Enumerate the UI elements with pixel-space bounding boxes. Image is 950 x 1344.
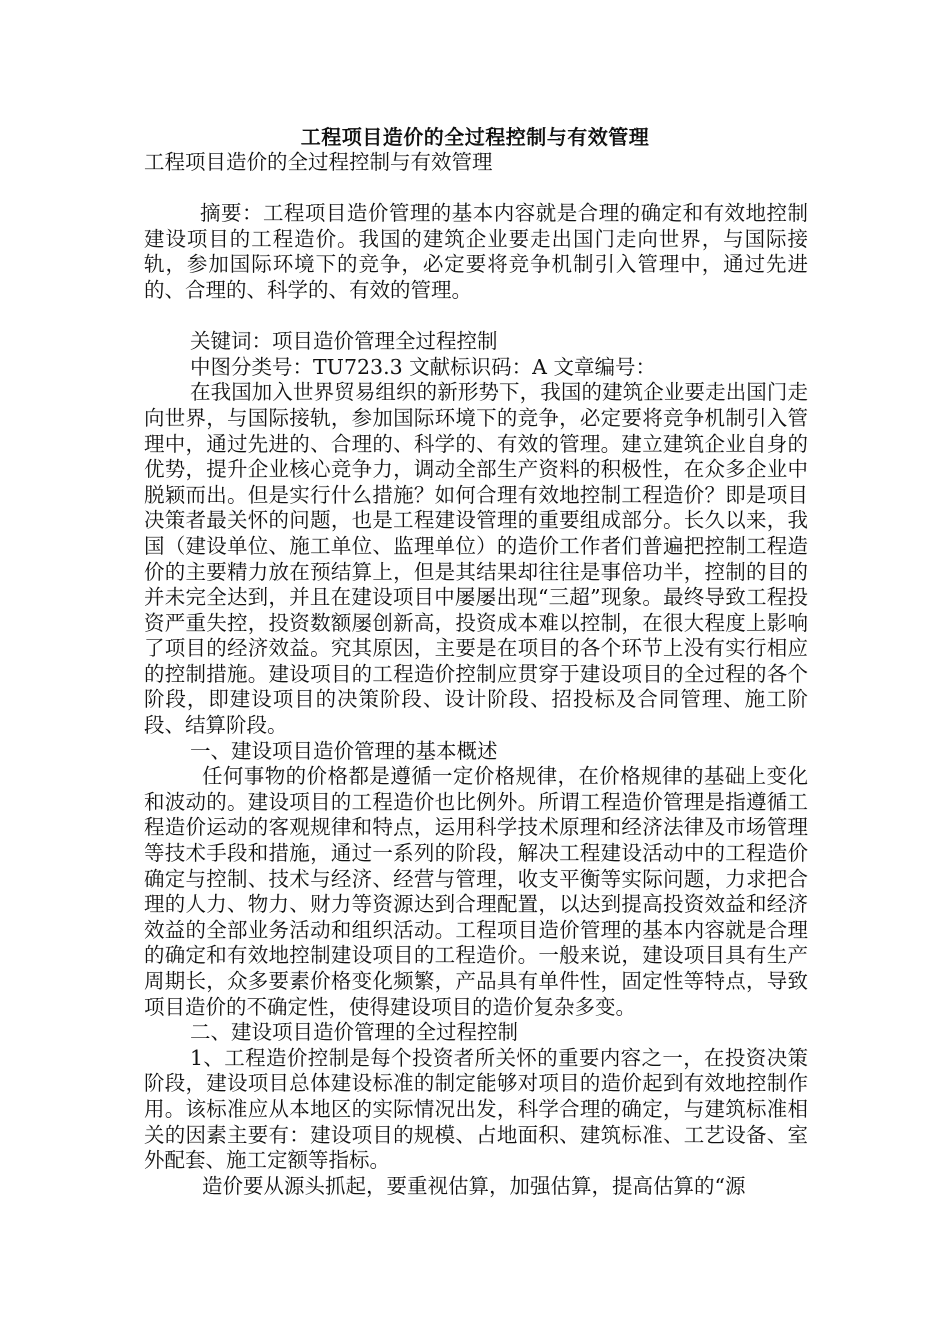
blank-line <box>144 176 808 202</box>
document-body <box>144 150 808 1199</box>
section1-paragraph: 任何事物的价格都是遵循一定价格规律，在价格规律的基础上变化和波动的。建设项目的工程造价也比例外。所谓工程造价管理是指遵循工程造价运动的客观规律和特点，运用科学技术原理和经济法律及市场管理等技术手段和措施，通过一系列的阶段，解决工程建设活动中的工程造价确定与控制、技术与经济、经营与管理，收支平衡等实际问题，力求把合理的人力、物力、财力等资源达到合理配置，以达到提高投资效益和经济效益的全部业务活动和组织活动。工程项目造价管理的基本内容就是合理的确定和有效地控制建设项目的工程造价。一般来说，建设项目具有生产周期长，众多要素价格变化频繁，产品具有单件性，固定性等特点，导致项目造价的不确定性，使得建设项目的造价复杂多变。 <box>144 764 808 1019</box>
intro-paragraph: 在我国加入世界贸易组织的新形势下，我国的建筑企业要走出国门走向世界，与国际接轨，参加国际环境下的竞争，必定要将竞争机制引入管理中，通过先进的、合理的、科学的、有效的管理。建立建筑企业自身的优势，提升企业核心竞争力，调动全部生产资料的积极性，在众多企业中脱颖而出。但是实行什么措施？如何合理有效地控制工程造价？即是项目决策者最关怀的问题，也是工程建设管理的重要组成部分。长久以来，我国（建设单位、施工单位、监理单位）的造价工作者们普遍把控制工程造价的主要精力放在预结算上，但是其结果却往往是事倍功半，控制的目的并未完全达到，并且在建设项目中屡屡出现“三超”现象。最终导致工程投资严重失控，投资数额屡创新高，投资成本难以控制，在很大程度上影响了项目的经济效益。究其原因，主要是在项目的各个环节上没有实行相应的控制措施。建设项目的工程造价控制应贯穿于建设项目的全过程的各个阶段，即建设项目的决策阶段、设计阶段、招投标及合同管理、施工阶段、结算阶段。 <box>144 380 808 738</box>
blank-line <box>144 304 808 330</box>
section2-heading: 二、建设项目造价管理的全过程控制 <box>190 1020 518 1045</box>
keywords-line: 关键词：项目造价管理全过程控制 <box>190 329 498 354</box>
section2-tail-paragraph: 造价要从源头抓起，要重视估算，加强估算，提高估算的“源 <box>202 1173 746 1198</box>
document-subtitle: 工程项目造价的全过程控制与有效管理 <box>144 150 493 174</box>
document-title: 工程项目造价的全过程控制与有效管理 <box>300 125 650 149</box>
abstract-paragraph: 摘要：工程项目造价管理的基本内容就是合理的确定和有效地控制建设项目的工程造价。我国的建筑企业要走出国门走向世界，与国际接轨，参加国际环境下的竞争，必定要将竞争机制引入管理中，通过先进的、合理的、科学的、有效的管理。 <box>144 201 808 302</box>
classification-line: 中图分类号：TU723.3 文献标识码：A 文章编号： <box>190 354 656 379</box>
section2-item1-paragraph: 1、工程造价控制是每个投资者所关怀的重要内容之一，在投资决策阶段，建设项目总体建设标准的制定能够对项目的造价起到有效地控制作用。该标准应从本地区的实际情况出发，科学合理的确定，与建筑标准相关的因素主要有：建设项目的规模、占地面积、建筑标准、工艺设备、室外配套、施工定额等指标。 <box>144 1045 808 1173</box>
section1-heading: 一、建设项目造价管理的基本概述 <box>190 738 498 763</box>
